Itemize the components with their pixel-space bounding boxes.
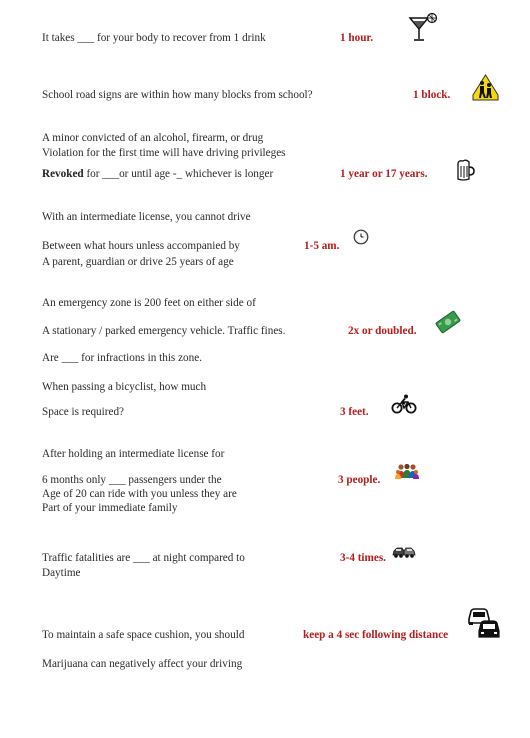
question-7-line-1: After holding an intermediate license for xyxy=(42,448,225,460)
answer-1: 1 hour. xyxy=(340,32,374,44)
question-5-line-3: Are ___ for infractions in this zone. xyxy=(42,352,203,364)
cocktail-icon xyxy=(408,12,438,44)
answer-2: 1 block. xyxy=(413,89,451,101)
school-crossing-sign-icon xyxy=(472,74,499,101)
clock-icon xyxy=(353,229,369,245)
revoked-label: Revoked xyxy=(42,168,84,180)
question-1-text: It takes ___ for your body to recover from 1 drink xyxy=(42,32,266,44)
question-9-text: To maintain a safe space cushion, you should xyxy=(42,629,245,641)
money-icon xyxy=(434,310,462,334)
question-4-line-1: With an intermediate license, you cannot drive xyxy=(42,211,251,223)
question-5-line-1: An emergency zone is 200 feet on either side of xyxy=(42,297,256,309)
beer-mug-icon xyxy=(455,159,475,181)
answer-3: 1 year or 17 years. xyxy=(340,168,428,180)
question-4-line-2: Between what hours unless accompanied by xyxy=(42,240,240,252)
question-6-line-2: Space is required? xyxy=(42,406,125,418)
answer-4: 1-5 am. xyxy=(304,240,340,252)
question-7-line-4: Part of your immediate family xyxy=(42,502,178,514)
question-3-line-1: A minor convicted of an alcohol, firearm, or drug xyxy=(42,132,264,144)
answer-7: 3 people. xyxy=(338,474,381,486)
question-6-line-1: When passing a bicyclist, how much xyxy=(42,381,207,393)
question-3-line-3 xyxy=(42,168,273,181)
question-3-line-3-rest: for ___or until age -_ whichever is longer xyxy=(83,168,274,180)
question-10-text: Marijuana can negatively affect your driving xyxy=(42,658,243,670)
question-3-line-2: Violation for the first time will have driving privileges xyxy=(42,147,286,159)
answer-8: 3-4 times. xyxy=(340,552,386,564)
question-8-line-1: Traffic fatalities are ___ at night compared to xyxy=(42,552,245,564)
question-7-line-3: Age of 20 can ride with you unless they are xyxy=(42,488,237,500)
question-8-line-2: Daytime xyxy=(42,567,81,579)
question-5-line-2: A stationary / parked emergency vehicle. Traffic fines. xyxy=(42,325,286,337)
people-group-icon xyxy=(394,463,420,480)
answer-9: keep a 4 sec following distance xyxy=(303,629,449,641)
question-2-text: School road signs are within how many blocks from school? xyxy=(42,89,313,101)
question-7-line-2: 6 months only ___ passengers under the xyxy=(42,474,222,486)
cars-icon xyxy=(467,607,501,639)
car-crash-icon xyxy=(392,545,416,559)
question-4-line-3: A parent, guardian or drive 25 years of age xyxy=(42,256,234,268)
bicycle-icon xyxy=(391,394,417,414)
answer-6: 3 feet. xyxy=(340,406,369,418)
answer-5: 2x or doubled. xyxy=(348,325,417,337)
